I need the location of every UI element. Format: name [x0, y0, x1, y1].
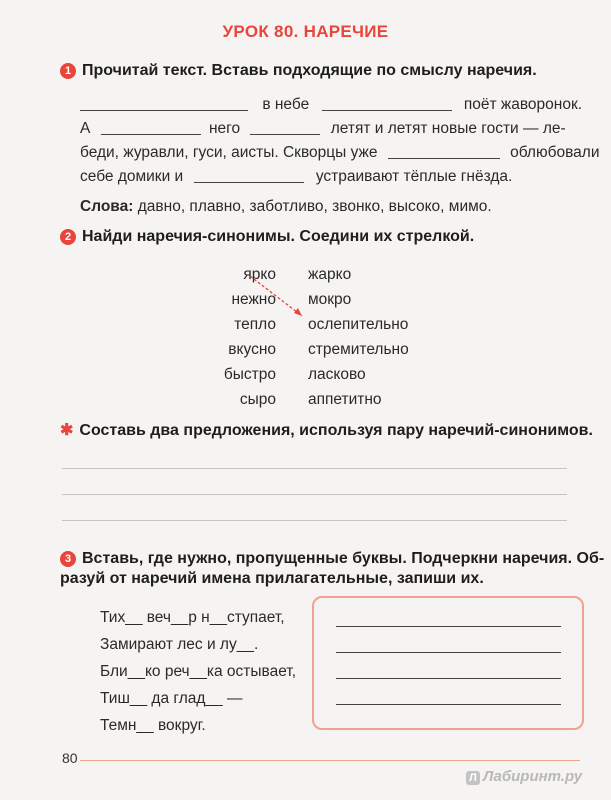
task3-instruction-line2: разуй от наречий имена прилагательные, запиши их.: [60, 570, 484, 587]
task1-line3: беди, журавли, гуси, аисты. Скворцы уже облюбовали: [80, 144, 600, 161]
answer-line[interactable]: [336, 704, 561, 705]
task1-line4: себе домики и устраивают тёплые гнёзда.: [80, 168, 513, 185]
task1-line1: в небе поёт жаворонок.: [80, 96, 582, 114]
poem-line: Тих__ веч__р н__ступает,: [100, 609, 285, 626]
star-icon: ✱: [60, 422, 74, 439]
writing-line[interactable]: [62, 468, 567, 469]
task-number-badge: 1: [60, 63, 76, 79]
synonym-right-item[interactable]: стремительно: [308, 341, 409, 358]
synonym-left-item[interactable]: нежно: [231, 291, 276, 308]
star-task-heading: [60, 420, 593, 440]
arrow-head-icon: [294, 308, 302, 316]
words-label: Слова:: [80, 198, 134, 215]
synonym-right-item[interactable]: мокро: [308, 291, 352, 308]
footer-rule: [80, 760, 580, 761]
synonym-left-item[interactable]: тепло: [234, 316, 276, 333]
writing-line[interactable]: [62, 494, 567, 495]
synonym-left-item[interactable]: ярко: [243, 266, 276, 283]
poem-line: Темн__ вокруг.: [100, 717, 206, 734]
answer-line[interactable]: [336, 652, 561, 653]
poem-line: Тиш__ да глад__ —: [100, 690, 243, 707]
task2-instruction: Найди наречия-синонимы. Соедини их стрелкой.: [82, 228, 475, 245]
lesson-title: УРОК 80. НАРЕЧИЕ: [222, 22, 389, 41]
answer-line[interactable]: [336, 678, 561, 679]
poem: [100, 604, 296, 739]
answer-line[interactable]: [336, 626, 561, 627]
task3-heading: [60, 550, 604, 568]
task1-instruction: Прочитай текст. Вставь подходящие по смыслу наречия.: [82, 62, 537, 79]
synonym-right-item[interactable]: ласково: [308, 366, 366, 383]
synonym-right-item[interactable]: ослепительно: [308, 316, 409, 333]
poem-line: Замирают лес и лу__.: [100, 636, 259, 653]
watermark-badge-icon: Л: [466, 771, 480, 785]
writing-line[interactable]: [62, 520, 567, 521]
task3-heading-cont: [60, 570, 484, 588]
answer-box: [312, 596, 584, 730]
page-number: 80: [62, 750, 78, 766]
synonym-left-item[interactable]: быстро: [223, 366, 276, 383]
watermark-text: Лабиринт.ру: [483, 768, 583, 785]
dashed-arrow-line: [250, 276, 302, 316]
task-number-badge: 3: [60, 551, 76, 567]
poem-line: Бли__ко реч__ка остывает,: [100, 663, 296, 680]
synonym-right-item[interactable]: аппетитно: [308, 391, 382, 408]
synonym-right-item[interactable]: жарко: [308, 266, 352, 283]
synonym-left-item[interactable]: сыро: [239, 391, 276, 408]
synonym-left-item[interactable]: вкусно: [228, 341, 276, 358]
watermark: [466, 768, 582, 785]
task-number-badge: 2: [60, 229, 76, 245]
task1-line2: А него летят и летят новые гости — ле-: [80, 120, 566, 137]
star-task-instruction: Составь два предложения, используя пару наречий-синонимов.: [79, 422, 593, 439]
task3-instruction-line1: Вставь, где нужно, пропущенные буквы. Подчеркни наречия. Об-: [82, 550, 605, 567]
words-list: давно, плавно, заботливо, звонко, высоко, мимо.: [137, 198, 492, 215]
